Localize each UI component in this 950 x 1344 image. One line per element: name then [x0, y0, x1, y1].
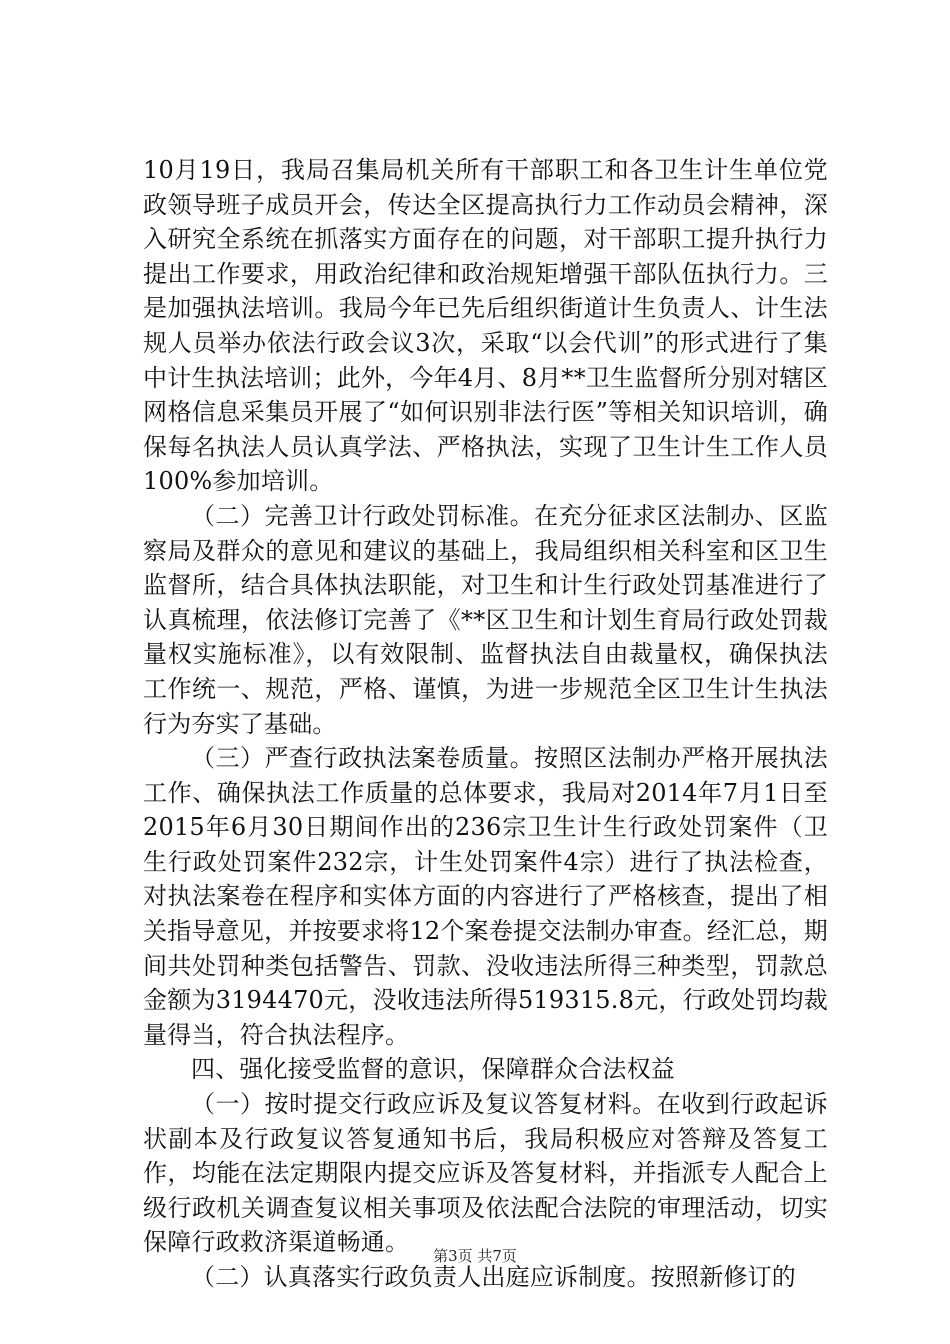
paragraph-litigation-materials: （一）按时提交行政应诉及复议答复材料。在收到行政起诉状副本及行政复议答复通知书后，我局积极应对答辩及答复工作，均能在法定期限内提交应诉及答复材料，并指派专人配合上级行政机关调查复议相关事项及依法配合法院的审理活动，切实保障行政救济渠道畅通。 [143, 1090, 828, 1257]
paragraph-continuation: 10月19日，我局召集局机关所有干部职工和各卫生计生单位党政领导班子成员开会，传达全区提高执行力工作动员会精神，深入研究全系统在抓落实方面存在的问题，对干部职工提升执行力提出工作要求，用政治纪律和政治规矩增强干部队伍执行力。三是加强执法培训。我局今年已先后组织街道计生负责人、计生法规人员举办依法行政会议3次，采取“以会代训”的形式进行了集中计生执法培训；此外，今年4月、8月**卫生监督所分别对辖区网格信息采集员开展了“如何识别非法行医”等相关知识培训，确保每名执法人员认真学法、严格执法，实现了卫生计生工作人员100%参加培训。 [143, 156, 828, 496]
document-body [143, 153, 828, 1295]
page-number-footer: 第3页 共7页 [433, 1247, 517, 1265]
section-heading-supervision: 四、强化接受监督的意识，保障群众合法权益 [191, 1055, 675, 1084]
paragraph-court-appearance: （二）认真落实行政负责人出庭应诉制度。按照新修订的 [191, 1263, 796, 1291]
paragraph-penalty-standards: （二）完善卫计行政处罚标准。在充分征求区法制办、区监察局及群众的意见和建议的基础上，我局组织相关科室和区卫生监督所，结合具体执法职能，对卫生和计生行政处罚基准进行了认真梳理，依法修订完善了《**区卫生和计划生育局行政处罚裁量权实施标准》，以有效限制、监督执法自由裁量权，确保执法工作统一、规范，严格、谨慎，为进一步规范全区卫生计生执法行为夯实了基础。 [143, 501, 828, 738]
paragraph-case-file-quality: （三）严查行政执法案卷质量。按照区法制办严格开展执法工作、确保执法工作质量的总体要求，我局对2014年7月1日至2015年6月30日期间作出的236宗卫生计生行政处罚案件（卫生行政处罚案件232宗，计生处罚案件4宗）进行了执法检查，对执法案卷在程序和实体方面的内容进行了严格核查，提出了相关指导意见，并按要求将12个案卷提交法制办审查。经汇总，期间共处罚种类包括警告、罚款、没收违法所得三种类型，罚款总金额为3194470元，没收违法所得519315.8元，行政处罚均裁量得当，符合执法程序。 [143, 744, 828, 1049]
